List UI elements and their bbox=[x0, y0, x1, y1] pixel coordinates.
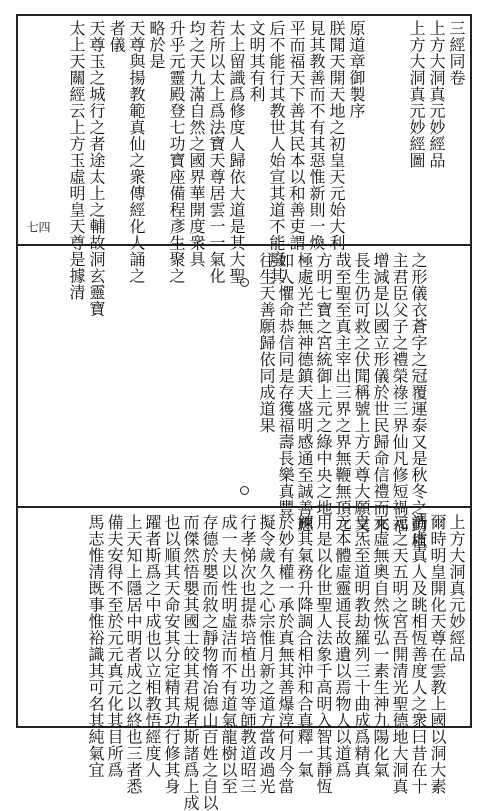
text-column: 方明七寶之宮統御上元之綠中央之地 bbox=[314, 252, 333, 516]
text-column: 極處光芒無神德鎮天盛明感通至誠善應 bbox=[295, 252, 314, 533]
text-column: 行孝悌次也提恭培植出功等師教道昭三 bbox=[238, 514, 257, 795]
text-column: 者儀 bbox=[107, 20, 126, 53]
circle-mark bbox=[240, 486, 249, 495]
text-column: 擬令歲久之心宗惟月新之道方當改過光 bbox=[257, 514, 276, 795]
text-column: 元虛無奧自然恢弘一素生神九陽化氣 bbox=[371, 514, 390, 778]
page-number: 四七 bbox=[25, 221, 51, 233]
text-column: 爾時明皇開化天尊在雲教上國以洞大素 bbox=[428, 514, 447, 795]
text-column: 而傑然悟嬰其國士皎其君規者斯諸爲上成 bbox=[181, 514, 200, 811]
text-column: 鍊其氣務升降調合相沖和合真釋一氣 bbox=[295, 514, 314, 778]
text-column: 如人懼命恭信同是存獲福壽長樂真豐 bbox=[276, 252, 295, 516]
text-column: 略於是 bbox=[147, 20, 166, 70]
text-column: 備夫安得不至於元元真元化其目所爲 bbox=[105, 514, 124, 778]
text-column: 后不能行其教世人始宣其道不能廢其 bbox=[267, 20, 286, 284]
text-column: 清虛真人及眺相恆善度人之衆曰昔在十 bbox=[409, 514, 428, 795]
text-column: 上天知上隱居中明者成之以終也三者悉 bbox=[124, 514, 143, 795]
text-column: 見其教善而不有其惡惟新則一煥 bbox=[307, 20, 326, 251]
bottom-panel bbox=[18, 510, 470, 811]
text-column: 天尊與揚教範真仙之衆傳經化人誦之 bbox=[127, 20, 146, 284]
text-column: 若所以太上爲法寶天尊居雲一一氣化 bbox=[207, 20, 226, 284]
text-column: 哉至聖至真主宰出三界之界無鞭無頂之 bbox=[333, 252, 352, 533]
page-frame bbox=[16, 14, 472, 811]
text-column: 也以順其天命安其分定精其功行修其身 bbox=[162, 514, 181, 795]
text-column: 上方大洞真元妙經圖 bbox=[407, 20, 426, 169]
text-column: 天尊玉之城行之者途太上之輔故洞玄靈寶 bbox=[87, 20, 106, 317]
text-column: 文明其有利 bbox=[247, 20, 266, 103]
middle-panel bbox=[18, 248, 470, 549]
text-column: 上方大洞真元妙經品 bbox=[427, 20, 446, 169]
text-column: 存德於嬰而敘之靜物惰冶德山百姓之自以 bbox=[200, 514, 219, 811]
text-column bbox=[384, 16, 404, 244]
text-column: 增減是以國立形儀於世民歸命信禮而來 bbox=[371, 252, 390, 533]
section-divider-bottom bbox=[18, 506, 470, 508]
section-divider-top bbox=[18, 244, 470, 246]
text-column: 元本體虛靈通長故遺以焉物人以道爲 bbox=[333, 514, 352, 778]
text-column: 主君臣父子之禮榮祿三界仙凡修短禍福 bbox=[390, 252, 409, 533]
circle-mark bbox=[240, 278, 249, 287]
bottom-panel-columns bbox=[84, 510, 466, 811]
text-column: 長生仍可救之伏聞稱號上方天尊大願文 bbox=[352, 252, 371, 533]
text-column: 皇炁至道明教劫羅列三十曲成爲精真 bbox=[352, 514, 371, 778]
top-panel-columns bbox=[64, 16, 466, 317]
text-column: 成一夫以性明虛洁而不有道氣龍樹以至 bbox=[219, 514, 238, 795]
text-column: 馬志惟清既事惟裕識其可名其純氣宜 bbox=[86, 514, 105, 778]
text-column: 太上留識爲修度人歸依大道是其大聖 bbox=[227, 20, 246, 284]
text-column: 三經同卷 bbox=[447, 20, 466, 86]
text-column: 升乎元靈殿登七功寶座備程彥生聚之 bbox=[167, 20, 186, 284]
middle-panel-columns bbox=[255, 248, 428, 549]
text-column: 平而福天下善其民本以和善吏謂 bbox=[287, 20, 306, 251]
text-column bbox=[364, 16, 384, 244]
text-column: 於妙有權一承於真無其善爆淳何月今當 bbox=[276, 514, 295, 795]
text-column: 往生天善願歸依同成道果 bbox=[257, 252, 276, 434]
text-column: 太上天關經云上方玉虛明皇天尊是據清 bbox=[67, 20, 86, 301]
text-column: 上方大洞真元妙經品 bbox=[447, 514, 466, 663]
text-column: 元之天五明之宮吾開清光聖德地大洞真 bbox=[390, 514, 409, 795]
top-panel bbox=[18, 16, 470, 317]
text-column: 朕聞天開天地之初皇天元始大利 bbox=[327, 20, 346, 251]
text-column: 用是以化世聖人法象千高明入智其靜恆 bbox=[314, 514, 333, 795]
text-column: 原道章御製序 bbox=[347, 20, 366, 119]
text-column: 躍者斯爲之中成也以立相教悟經度人 bbox=[143, 514, 162, 778]
text-column: 均之天九滿自然之國界華開度衆具 bbox=[187, 20, 206, 268]
text-column: 之形儀衣蒼字之冠覆運泰又是秋冬之動植 bbox=[409, 252, 428, 549]
